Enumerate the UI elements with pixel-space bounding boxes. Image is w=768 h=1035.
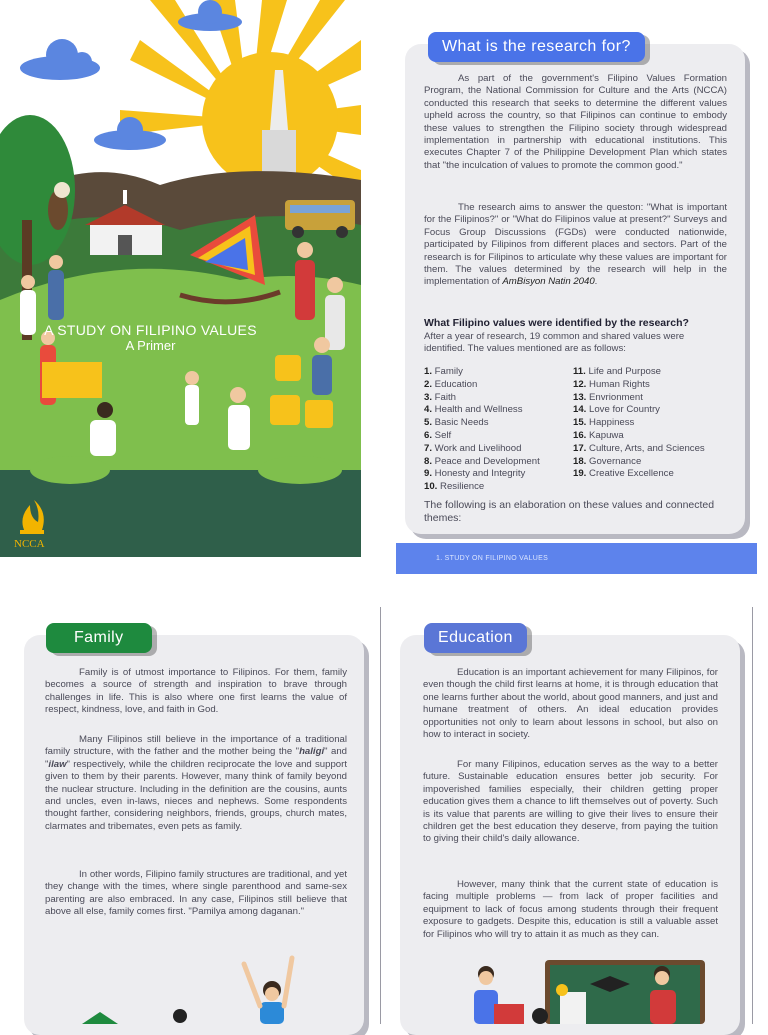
value-list-item bbox=[424, 443, 574, 456]
value-list-item bbox=[424, 417, 574, 430]
value-number: 4. bbox=[424, 404, 433, 416]
education-paragraph-2: For many Filipinos, education serves as the way to a better future. Sustainable education ensures better job security. For impoverished families especially, their children getting proper education gives them a chance to lift themselves out of poverty. Such is its value that parents are willing to give their lives to ensure their children get the best education they deserve, from paying the tuition to giving their child's daily allowance. bbox=[423, 759, 718, 845]
value-label: Envrionment bbox=[586, 391, 643, 403]
value-number: 15. bbox=[573, 417, 587, 429]
value-label: Culture, Arts, and Sciences bbox=[586, 442, 705, 454]
value-list-item bbox=[424, 366, 574, 379]
cart-icon bbox=[42, 362, 102, 398]
value-label: Education bbox=[432, 378, 478, 390]
family-illustration bbox=[60, 950, 320, 1024]
value-number: 13. bbox=[573, 391, 587, 403]
page-divider bbox=[380, 607, 381, 1024]
microscope-icon bbox=[270, 395, 300, 425]
value-label: Happiness bbox=[586, 417, 635, 429]
value-list-item bbox=[573, 430, 733, 443]
ncca-logo-text: NCCA bbox=[14, 538, 45, 550]
value-number: 18. bbox=[573, 455, 587, 467]
value-list-item bbox=[424, 468, 574, 481]
research-question-heading: What Filipino values were identified by the research? bbox=[424, 317, 689, 329]
cover-page bbox=[0, 0, 361, 557]
education-illustration bbox=[450, 956, 710, 1024]
value-label: Work and Livelihood bbox=[432, 442, 522, 454]
family-paragraph-3: In other words, Filipino family structures are traditional, and yet they change with the times, where single parenthood and same-sex parenting are also embraced. In any case, Filipinos still believe that above all else, family comes first. "Pamilya among daganan." bbox=[45, 869, 347, 918]
laptop-icon bbox=[494, 1004, 524, 1024]
value-list-item bbox=[424, 456, 574, 469]
cover-illustration bbox=[0, 0, 361, 557]
value-list-item bbox=[424, 392, 574, 405]
research-paragraph-1: As part of the government's Filipino Values Formation Program, the National Commission for Culture and the Arts (NCCA) conducted this research that seeks to determine the different values upheld across the country, so that Filipinos can continue to embody these values to strengthen the Filipino society through widespread implementation in partnership with educational institutions. This executes Chapter 7 of the Philippine Development Plan which states that "the inculcation of values to promote the common good." bbox=[424, 73, 727, 171]
atom-icon bbox=[305, 400, 333, 428]
value-number: 14. bbox=[573, 404, 587, 416]
diploma-icon bbox=[560, 992, 586, 1024]
value-label: Family bbox=[432, 366, 463, 377]
value-number: 9. bbox=[424, 468, 433, 480]
value-list-item bbox=[424, 430, 574, 443]
value-label: Love for Country bbox=[586, 404, 660, 416]
value-label: Basic Needs bbox=[432, 417, 489, 429]
value-number: 6. bbox=[424, 429, 433, 441]
education-header: Education bbox=[424, 623, 527, 653]
footer-text: 1. STUDY ON FILIPINO VALUES bbox=[436, 555, 549, 562]
value-label: Human Rights bbox=[586, 378, 650, 390]
value-label: Faith bbox=[432, 391, 457, 403]
value-number: 17. bbox=[573, 442, 587, 454]
family-paragraph-1: Family is of utmost importance to Filipinos. For them, family becomes a source of strength and inspiration to brave through challenges in life. This is also where one first learns the value of respect, kindness, love, and faith in God. bbox=[45, 667, 347, 716]
research-question-text: After a year of research, 19 common and shared values were identified. The values mentioned are as follows: bbox=[424, 331, 685, 355]
value-list-item bbox=[573, 417, 733, 430]
value-number: 10. bbox=[424, 481, 438, 493]
value-list-item bbox=[424, 481, 574, 494]
value-number: 1. bbox=[424, 366, 433, 377]
value-list-item bbox=[573, 404, 733, 417]
family-paragraph-2: Many Filipinos still believe in the importance of a traditional family structure, with the father and the mother being the "haligi" and "ilaw" respectively, while the children reciprocate the love and support given to them by their parents. However, many think of family beyond the nuclear structure. Including in the definition are the cousins, aunts and uncles, even in-laws, nieces and nephews. Some respondents thought farther, considering neighbors, friends, groups, church mates, clarmates and tribemates, even pets as family. bbox=[45, 734, 348, 832]
value-number: 3. bbox=[424, 391, 433, 403]
page-divider-right bbox=[752, 607, 753, 1024]
value-label: Life and Purpose bbox=[585, 366, 662, 377]
value-label: Honesty and Integrity bbox=[432, 468, 526, 480]
value-label: Peace and Development bbox=[432, 455, 540, 467]
research-header: What is the research for? bbox=[428, 32, 645, 62]
value-list-item bbox=[573, 366, 733, 379]
value-list-item bbox=[573, 468, 733, 481]
value-number: 12. bbox=[573, 378, 587, 390]
value-list-item bbox=[424, 404, 574, 417]
value-number: 19. bbox=[573, 468, 587, 480]
value-number: 16. bbox=[573, 429, 587, 441]
research-paragraph-2: The research aims to answer the queston: "What is important for the Filipinos?" or "What do Filipinos value at present?" Surveys and Focus Group Discussions (FGDs) were conducted nationwide, participated by Filipinos from different places and sectors. Part of the research is for Filipinos to articulate why these values are important for them. The values determined by the research will help in the implementation of AmBisyon Natin 2040. bbox=[424, 202, 727, 288]
value-label: Resilience bbox=[437, 481, 485, 493]
values-list-left bbox=[424, 366, 574, 494]
value-label: Self bbox=[432, 429, 452, 441]
value-list-item bbox=[573, 443, 733, 456]
research-closing: The following is an elaboration on these values and connected themes: bbox=[424, 499, 715, 524]
value-list-item bbox=[573, 456, 733, 469]
value-label: Health and Wellness bbox=[432, 404, 523, 416]
value-number: 7. bbox=[424, 442, 433, 454]
value-number: 8. bbox=[424, 455, 433, 467]
value-number: 11. bbox=[573, 366, 586, 377]
flask-icon bbox=[275, 355, 301, 381]
value-number: 5. bbox=[424, 417, 433, 429]
cover-title: A STUDY ON FILIPINO VALUES bbox=[44, 322, 257, 338]
education-paragraph-3: However, many think that the current state of education is facing multiple problems — from lack of proper facilities and equipment to lack of focus among students through their frequent exposure to gadgets. Despite this, education is still a valuable asset for Filipinos who will try to attain it as much as they can. bbox=[423, 879, 718, 940]
sun-icon bbox=[120, 0, 361, 195]
value-number: 2. bbox=[424, 378, 433, 390]
value-label: Governance bbox=[586, 455, 642, 467]
value-list-item bbox=[424, 379, 574, 392]
cover-subtitle: A Primer bbox=[125, 338, 176, 353]
value-list-item bbox=[573, 392, 733, 405]
family-header: Family bbox=[46, 623, 152, 653]
education-paragraph-1: Education is an important achievement for many Filipinos, for even though the child first learns at home, it is through education that one learns further about the world, about good manners, and just and humane treatment of others. An ideal education provides opportunities not only to learn about lessons in school, but also on how to interact in society. bbox=[423, 667, 718, 741]
values-list-right bbox=[573, 366, 733, 481]
value-list-item bbox=[573, 379, 733, 392]
value-label: Kapuwa bbox=[586, 429, 624, 441]
value-label: Creative Excellence bbox=[586, 468, 674, 480]
